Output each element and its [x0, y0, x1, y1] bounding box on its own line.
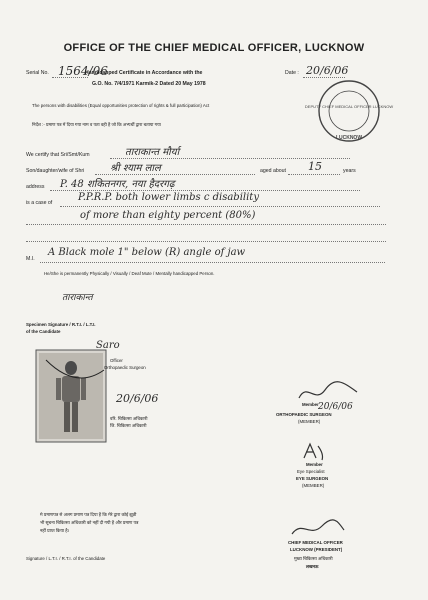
svg-text:LUCKNOW: LUCKNOW — [335, 135, 363, 141]
photo-sign-date: 20/6/06 — [116, 392, 159, 405]
diagnosis-line-1: P.P.R.P. both lower limbs c disability — [78, 192, 259, 203]
declaration-line-1: मे प्रमाणपत्र से अलग प्रमाण पत्र दिया है कि मेरे द्वारा कोई झूठी — [40, 512, 137, 517]
stamp-center-text: DEPUTY CHIEF MEDICAL OFFICER LUCKNOW — [304, 104, 394, 109]
eye-spec: Eye Specialist — [297, 469, 325, 474]
declaration-line-3: नहीं प्राप्त किया है। — [40, 528, 70, 533]
ortho-member: Member — [302, 402, 319, 407]
date-value: 20/6/06 — [306, 64, 349, 77]
candidate-signature-label: Signature / L.T.I. / R.T.I. of the Candidate — [26, 556, 106, 561]
serial-value: 1564/06 — [58, 64, 108, 78]
identification-mark: A Black mole 1" below (R) angle of jaw — [48, 247, 246, 258]
address-value: P. 48 शकितनगर, नया हैदरगढ़ — [60, 179, 175, 190]
specimen-label-2: of the Candidate — [26, 329, 61, 334]
years-label: years — [343, 168, 356, 174]
photo-sign-hindi-1: वरि. चिकित्सा अधिकारी — [110, 416, 148, 421]
cmo-signature-scribble — [288, 518, 348, 540]
candidate-signature: ताराकान्त — [62, 293, 93, 303]
act-line: The persons with disabilities (Equal opportunities protection of rights & full participation) Act — [32, 103, 210, 108]
cmo-title-1: CHIEF MEDICAL OFFICER — [288, 540, 343, 545]
relation-label: Son/daughter/wife of Shri — [26, 168, 85, 174]
candidate-photo — [36, 350, 106, 442]
cert-heading-1: Handicapped Certificate in Accordance with the — [85, 70, 203, 76]
mi-label: M.I. — [26, 256, 35, 262]
declaration-line-2: भी सूचना चिकित्सा अधिकारी को नहीं दी गयी है और प्रमाण पत्र — [40, 520, 139, 525]
father-name: श्री श्याम लाल — [110, 163, 161, 174]
age-label: aged about — [260, 168, 286, 174]
cmo-hindi-1: मुख्य चिकित्सा अधिकारी — [294, 556, 333, 561]
ortho-sub: (MEMBER) — [298, 419, 321, 424]
hindi-note: निर्देश :- प्रमाण पत्र में दिया गया नाम व पता वही है जो कि अभ्यर्थी द्वारा बताया गया — [32, 122, 161, 127]
eye-signature-scribble — [300, 440, 330, 464]
candidate-name: ताराकान्त मौर्या — [125, 147, 180, 158]
address-label: address — [26, 184, 45, 190]
serial-label: Serial No. — [26, 70, 49, 76]
eye-member: Member — [306, 462, 323, 467]
office-title: OFFICE OF THE CHIEF MEDICAL OFFICER, LUCKNOW — [63, 42, 365, 54]
ortho-sign-date: 20/6/06 — [318, 402, 353, 412]
status-line: He/She is permanently Physically / Visually / Deaf Mute / Mentally handicapped Person. — [44, 271, 215, 276]
cert-heading-2: G.O. No. 7/4/1971 Karmik-2 Dated 20 May 1978 — [92, 81, 206, 87]
photo-sign-ortho: Orthopaedic Surgeon — [104, 365, 146, 370]
cmo-hindi-2: लखनऊ — [306, 564, 319, 569]
photo-sign-hindi-2: जि. चिकित्सा अधिकारी — [110, 423, 147, 428]
eye-title: EYE SURGEON — [296, 476, 329, 481]
cmo-round-stamp — [304, 78, 394, 144]
photo-sign-officer: Officer — [110, 358, 123, 363]
ortho-title: ORTHOPAEDIC SURGEON — [276, 412, 332, 417]
case-label: is a case of — [26, 200, 53, 206]
certify-label: We certify that Sri/Smt/Kum — [26, 152, 90, 158]
date-label: Date : — [285, 70, 299, 76]
eye-sub: (MEMBER) — [302, 483, 325, 488]
officer-scribble: Saro — [96, 340, 120, 351]
specimen-label-1: Specimen Signature / R.T.I. / L.T.I. — [26, 322, 96, 327]
age-value: 15 — [308, 160, 322, 173]
cmo-title-2: LUCKNOW (PRESIDENT) — [290, 547, 343, 552]
diagnosis-line-2: of more than eighty percent (80%) — [80, 210, 256, 221]
